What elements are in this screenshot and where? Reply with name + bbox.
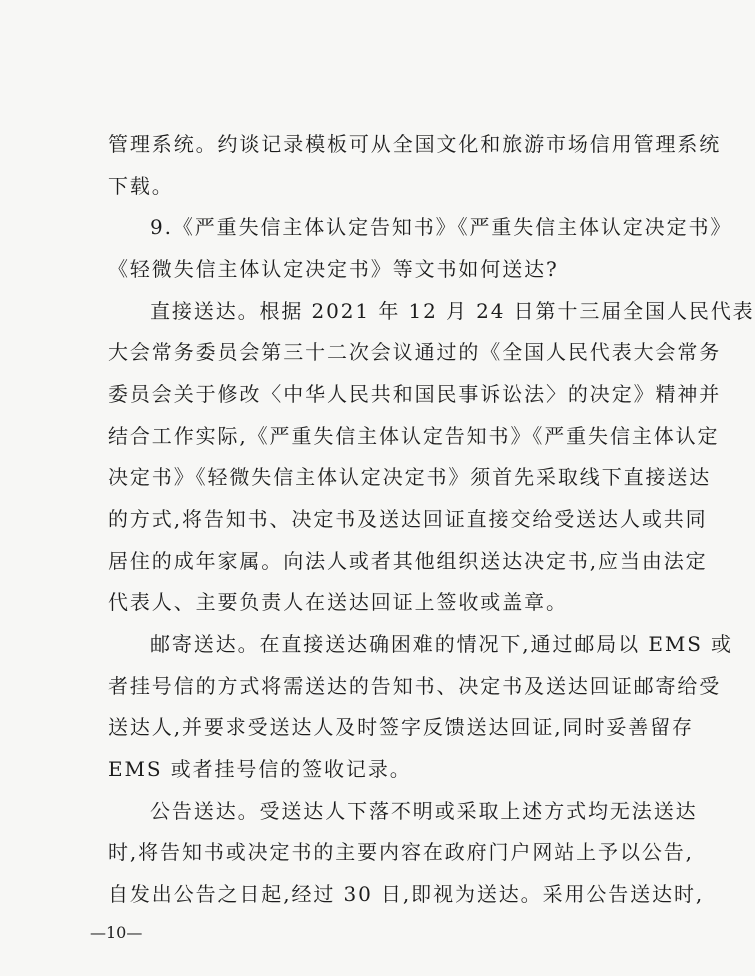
paragraph-line: 直接送达。根据 2021 年 12 月 24 日第十三届全国人民代表 <box>150 299 755 323</box>
paragraph-line: 者挂号信的方式将需送达的告知书、决定书及送达回证邮寄给受 <box>108 674 722 698</box>
paragraph-line: 邮寄送达。在直接送达确困难的情况下,通过邮局以 EMS 或 <box>150 632 733 656</box>
text-line: 下载。 <box>108 174 174 198</box>
text-line: 管理系统。约谈记录模板可从全国文化和旅游市场信用管理系统 <box>108 132 722 156</box>
paragraph-line: 委员会关于修改〈中华人民共和国民事诉讼法〉的决定》精神并 <box>108 382 722 406</box>
paragraph-line: 代表人、主要负责人在送达回证上签收或盖章。 <box>108 590 568 614</box>
paragraph-line: EMS 或者挂号信的签收记录。 <box>108 757 412 781</box>
paragraph-line: 公告送达。受送达人下落不明或采取上述方式均无法送达 <box>150 799 698 823</box>
page-number: —10— <box>90 923 143 942</box>
paragraph-line: 的方式,将告知书、决定书及送达回证直接交给受送达人或共同 <box>108 507 708 531</box>
paragraph-line: 大会常务委员会第三十二次会议通过的《全国人民代表大会常务 <box>108 340 722 364</box>
paragraph-line: 决定书》《轻微失信主体认定决定书》须首先采取线下直接送达 <box>108 465 712 489</box>
question-heading: 9.《严重失信主体认定告知书》《严重失信主体认定决定书》 <box>150 215 733 239</box>
question-heading: 《轻微失信主体认定决定书》等文书如何送达? <box>108 257 559 281</box>
paragraph-line: 自发出公告之日起,经过 30 日,即视为送达。采用公告送达时, <box>108 882 705 906</box>
paragraph-line: 送达人,并要求受送达人及时签字反馈送达回证,同时妥善留存 <box>108 715 694 739</box>
paragraph-line: 时,将告知书或决定书的主要内容在政府门户网站上予以公告, <box>108 840 694 864</box>
paragraph-line: 居住的成年家属。向法人或者其他组织送达决定书,应当由法定 <box>108 549 708 573</box>
paragraph-line: 结合工作实际,《严重失信主体认定告知书》《严重失信主体认定 <box>108 424 720 448</box>
